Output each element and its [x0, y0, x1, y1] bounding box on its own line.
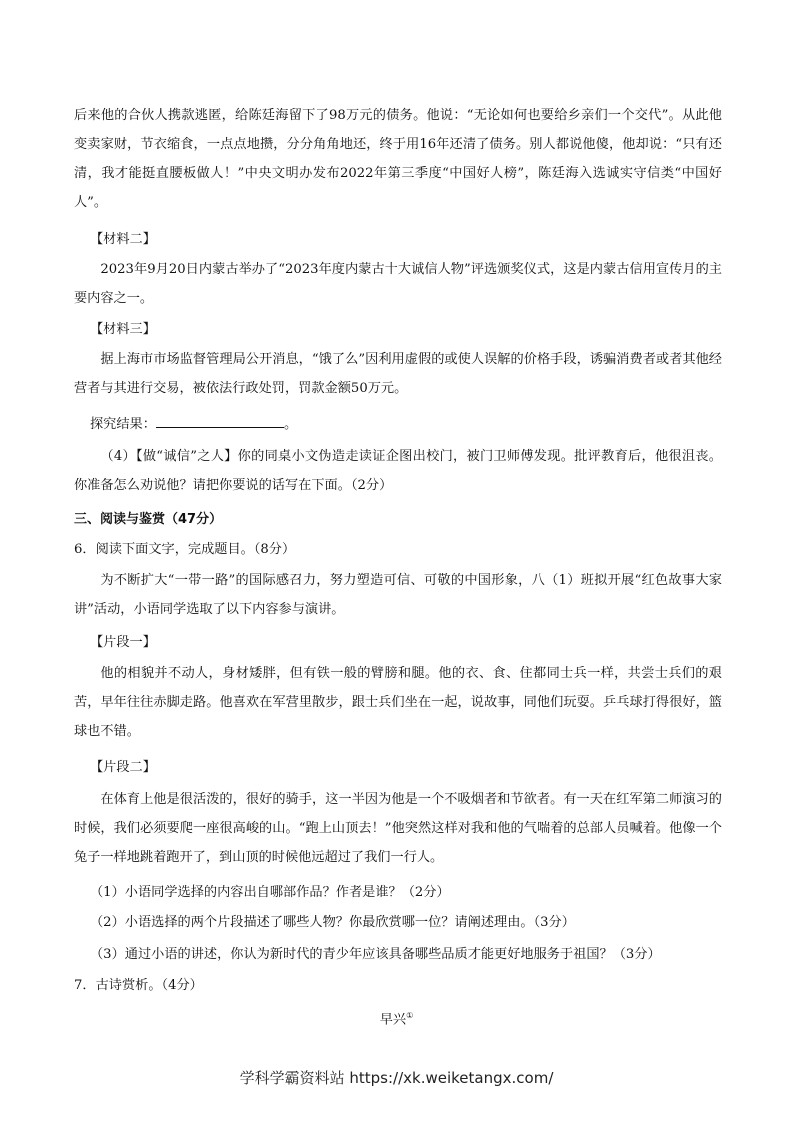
material-three-label: 【材料三】: [90, 322, 156, 337]
paragraph-material-two: 2023年9月20日内蒙古举办了“2023年度内蒙古十大诚信人物”评选颁奖仪式，这是内蒙古信用宣传月的主要内容之一。: [74, 262, 722, 306]
paragraph-intro-q6: 为不断扩大“一带一路”的国际感召力，努力塑造可信、可敬的中国形象，八（1）班拟开展“红色故事大家讲”活动，小语同学选取了以下内容参与演讲。: [74, 573, 722, 617]
question-6: 6．阅读下面文字，完成题目。（8分）: [74, 542, 296, 557]
paragraph-fragment-two: 在体育上他是很活泼的，很好的骑手，这一半因为他是一个不吸烟者和节欲者。有一天在红军第二师演习的时候，我们必须要爬一座很高峻的山。“跑上山顶去！”他突然这样对我和他的气喘着的总部人员喊着。他像一个兔子一样地跳着跑开了，到山顶的时候他远超过了我们一行人。: [74, 792, 722, 865]
sub-question-2: （2）小语选择的两个片段描述了哪些人物？你最欣赏哪一位？请阐述理由。（3分）: [90, 915, 575, 930]
paragraph-material-three: 据上海市市场监督管理局公开消息，“饿了么”因利用虚假的或使人误解的价格手段，诱骗消费者或者其他经营者与其进行交易，被依法行政处罚，罚款金额50万元。: [74, 352, 722, 396]
answer-blank[interactable]: [156, 413, 284, 428]
explore-result-line: [90, 410, 738, 439]
section-three-heading: 三、阅读与鉴赏（47分）: [74, 512, 223, 527]
explore-result-label: 探究结果：: [90, 417, 156, 432]
fragment-one-label: 【片段一】: [90, 635, 156, 650]
question-4: （4）【做“诚信”之人】你的同桌小文伪造走读证企图出校门，被门卫师傅发现。批评教育后，他很沮丧。你准备怎么劝说他？请把你要说的话写在下面。（2分）: [74, 449, 722, 493]
poem-footnote-marker: ①: [406, 1011, 414, 1020]
sub-question-3: （3）通过小语的讲述，你认为新时代的青少年应该具备哪些品质才能更好地服务于祖国？（3分）: [90, 947, 661, 962]
fragment-two-label: 【片段二】: [90, 760, 156, 775]
poem-title: [0, 1004, 793, 1032]
question-7: 7．古诗赏析。（4分）: [74, 978, 203, 993]
material-two-label: 【材料二】: [90, 232, 156, 247]
page-footer: 学科学霸资料站 https://xk.weiketangx.com/: [239, 1069, 554, 1087]
paragraph-fragment-one: 他的相貌并不动人，身材矮胖，但有铁一般的臂膀和腿。他的衣、食、住都同士兵一样，共尝士兵们的艰苦，早年往往赤脚走路。他喜欢在军营里散步，跟士兵们坐在一起，说故事，同他们玩耍。乒乓球打得很好，篮球也不错。: [74, 666, 722, 739]
paragraph-material-one-continued: 后来他的合伙人携款逃匿，给陈廷海留下了98万元的债务。他说：“无论如何也要给乡亲们一个交代”。从此他变卖家财，节衣缩食，一点点地攒，分分角角地还，终于用16年还清了债务。别人都说他傻，他却说：“只有还清，我才能挺直腰板做人！”中央文明办发布2022年第三季度“中国好人榜”，陈廷海入选诚实守信类“中国好人”。: [74, 108, 722, 210]
explore-result-period: 。: [283, 417, 298, 432]
poem-title-text: 早兴: [379, 1012, 407, 1028]
sub-question-1: （1）小语同学选择的内容出自哪部作品？作者是谁？（2分）: [90, 885, 450, 900]
